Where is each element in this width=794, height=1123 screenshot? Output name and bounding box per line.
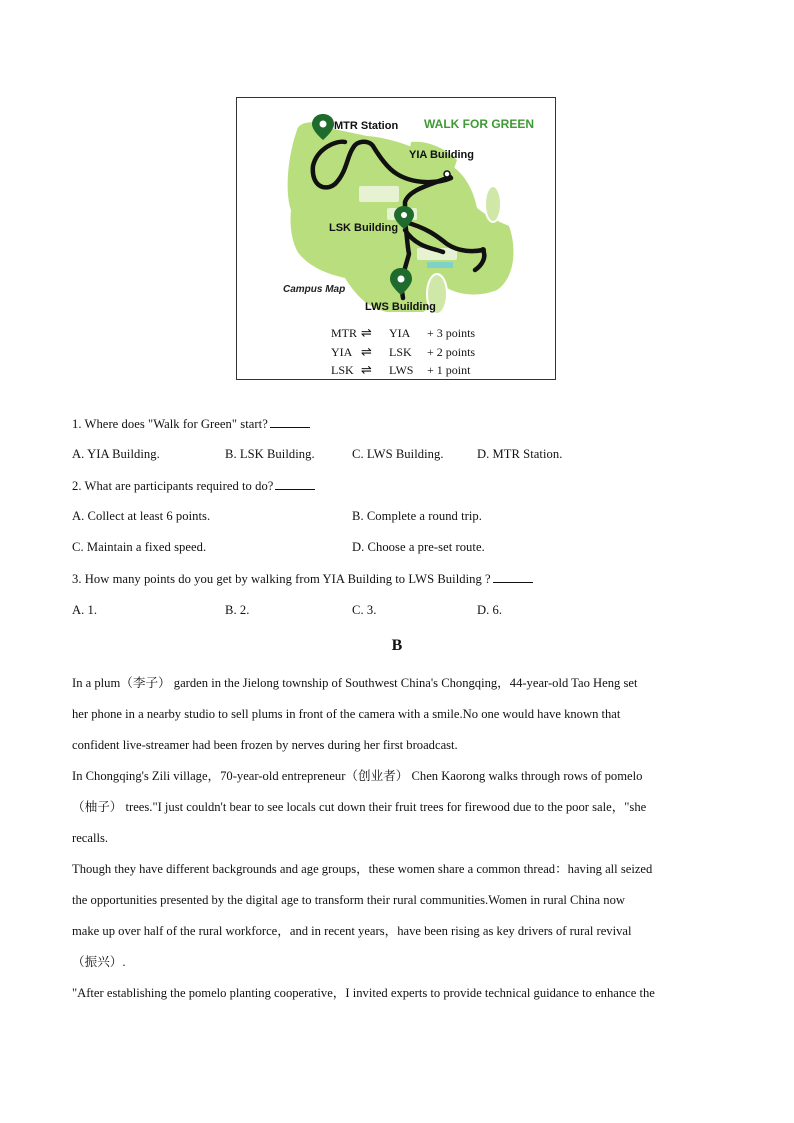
option-a[interactable]: A. 1. <box>72 603 98 617</box>
option-c[interactable]: C. Maintain a fixed speed. <box>72 540 207 554</box>
campus-map-graphic <box>237 98 555 379</box>
passage-line: make up over half of the rural workforce，and in recent years，have been rising as key drivers of rural revival <box>72 924 632 938</box>
route-end-marker <box>480 247 486 253</box>
campus-map-figure <box>236 97 556 380</box>
question-2-stem: 2. What are participants required to do? <box>72 479 274 493</box>
label-lws-building: LWS Building <box>365 301 436 313</box>
passage-b <box>72 668 724 1009</box>
pond <box>427 262 453 268</box>
campus-map-label: Campus Map <box>283 284 346 295</box>
legend-points: + 2 points <box>427 345 476 359</box>
passage-line: "After establishing the pomelo planting cooperative，I invited experts to provide technical guidance to enhance the <box>72 986 655 1000</box>
question-3 <box>72 571 533 587</box>
passage-line: recalls. <box>72 831 109 845</box>
legend-row <box>331 326 475 341</box>
points-legend <box>331 326 475 378</box>
legend-from: LSK <box>331 363 354 377</box>
passage-line: （柚子） trees."I just couldn't bear to see locals cut down their fruit trees for firewood due to the poor sale，"she <box>72 800 647 814</box>
answer-blank[interactable] <box>275 478 315 490</box>
option-b[interactable]: B. LSK Building. <box>225 447 315 461</box>
legend-row <box>331 345 475 360</box>
legend-points: + 3 points <box>427 326 476 340</box>
legend-to: LSK <box>389 345 412 359</box>
passage-line: confident live-streamer had been frozen by nerves during her first broadcast. <box>72 738 458 752</box>
two-way-arrow-icon: ⇌ <box>361 345 372 360</box>
label-mtr-station: MTR Station <box>334 120 399 132</box>
legend-to: LWS <box>389 363 414 377</box>
answer-blank[interactable] <box>270 416 310 428</box>
two-way-arrow-icon: ⇌ <box>361 326 372 341</box>
section-heading: B <box>391 637 403 654</box>
option-a[interactable]: A. Collect at least 6 points. <box>72 509 211 523</box>
legend-from: YIA <box>331 345 353 359</box>
question-1-stem: 1. Where does "Walk for Green" start? <box>72 417 268 431</box>
option-d[interactable]: D. MTR Station. <box>477 447 563 461</box>
yia-marker <box>444 171 450 177</box>
option-a[interactable]: A. YIA Building. <box>72 447 160 461</box>
legend-to: YIA <box>389 326 411 340</box>
question-1 <box>72 416 310 432</box>
walk-for-green-logo: WALK FOR GREEN <box>424 117 534 131</box>
legend-row <box>331 363 471 378</box>
passage-line: the opportunities presented by the digital age to transform their rural communities.Women in rural China now <box>72 893 625 907</box>
option-d[interactable]: D. 6. <box>477 603 503 617</box>
passage-line: In a plum（李子） garden in the Jielong township of Southwest China's Chongqing，44-year-old Tao Heng set <box>72 676 638 690</box>
option-d[interactable]: D. Choose a pre-set route. <box>352 540 485 554</box>
option-c[interactable]: C. LWS Building. <box>352 447 444 461</box>
option-c[interactable]: C. 3. <box>352 603 377 617</box>
label-lsk-building: LSK Building <box>329 222 399 234</box>
question-2 <box>72 478 315 494</box>
question-3-stem: 3. How many points do you get by walking from YIA Building to LWS Building ? <box>72 572 491 586</box>
option-b[interactable]: B. 2. <box>225 603 250 617</box>
legend-points: + 1 point <box>427 363 471 377</box>
passage-line: Though they have different backgrounds and age groups，these women share a common thread：having all seized <box>72 862 653 876</box>
option-b[interactable]: B. Complete a round trip. <box>352 509 482 523</box>
passage-line: her phone in a nearby studio to sell plums in front of the camera with a smile.No one would have known that <box>72 707 621 721</box>
passage-line: （振兴）. <box>72 955 126 969</box>
passage-line: In Chongqing's Zili village，70-year-old entrepreneur（创业者） Chen Kaorong walks through rows of pomelo <box>72 769 643 783</box>
label-yia-building: YIA Building <box>409 149 474 161</box>
legend-from: MTR <box>331 326 358 340</box>
answer-blank[interactable] <box>493 571 533 583</box>
two-way-arrow-icon: ⇌ <box>361 363 372 378</box>
